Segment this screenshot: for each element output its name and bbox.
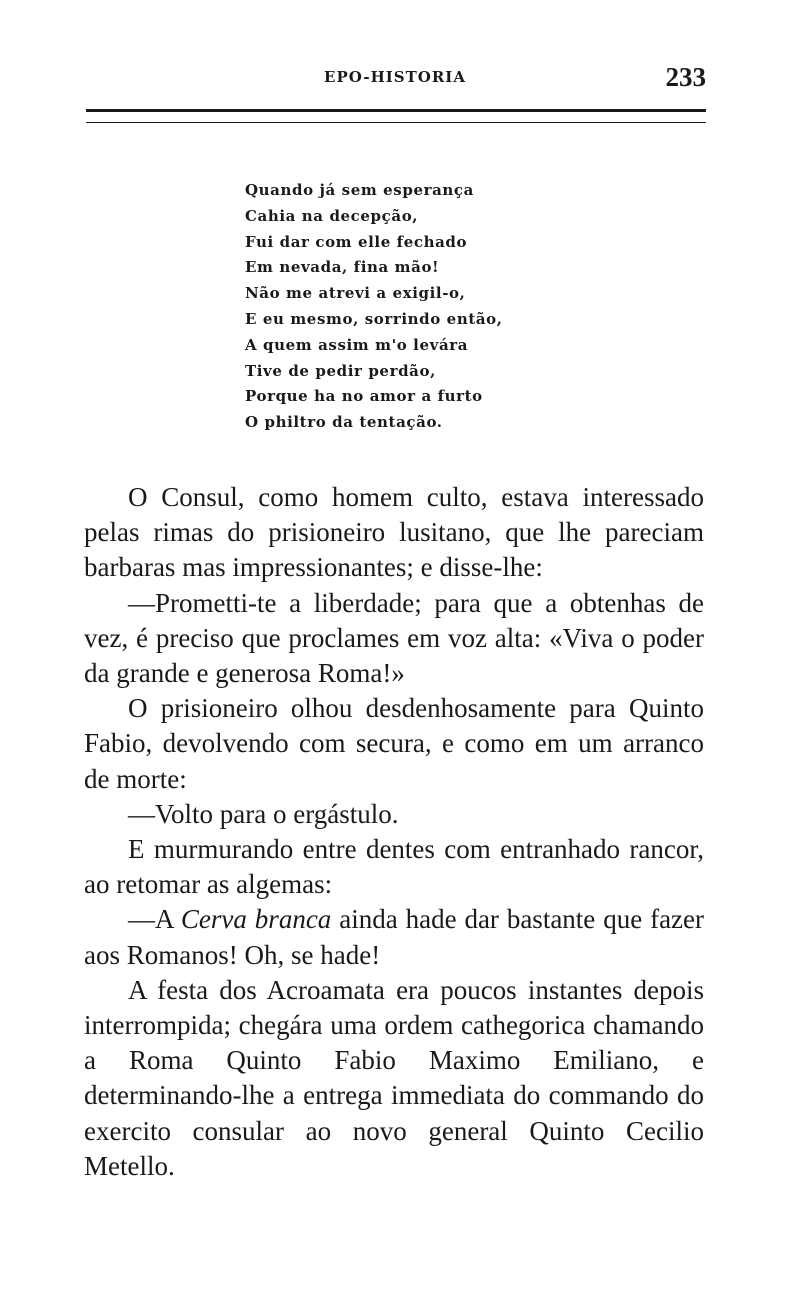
running-head: [84, 62, 706, 96]
poem-line: Fui dar com elle fechado: [245, 232, 468, 251]
paragraph-festa: A festa dos Acroamata era poucos instantes depois interrompida; chegára uma ordem cathegorica chamando a Roma Quinto Fabio Maximo Emiliano, e determinando-lhe a entrega immediata do commando do exercito consular ao novo general Quinto Cecilio Metello.: [84, 974, 704, 1181]
poem-line: Quando já sem esperança: [245, 181, 474, 199]
running-title: EPO-HISTORIA: [324, 68, 466, 86]
paragraph-cerva-branca: [84, 902, 704, 972]
poem-stanza: [245, 178, 665, 436]
poem-line: Não me atrevi a exigil-o,: [245, 284, 466, 303]
poem-line: Em nevada, fina mão!: [245, 258, 440, 277]
poem-line: Porque ha no amor a furto: [245, 387, 483, 406]
poem-line: A quem assim m'o levára: [245, 335, 469, 354]
body-text: [84, 480, 704, 1184]
paragraph-prisoner: O prisioneiro olhou desdenhosamente para Quinto Fabio, devolvendo com secura, e como em um arranco de morte:: [84, 693, 704, 794]
dialogue-dash: —A: [128, 904, 181, 935]
paragraph-murmur: E murmurando entre dentes com entranhado rancor, ao retomar as algemas:: [84, 834, 704, 900]
italic-title: Cerva branca: [180, 904, 332, 935]
paragraph-reply: —Volto para o ergástulo.: [128, 798, 399, 829]
poem-line: Cahia na decepção,: [245, 206, 419, 225]
paragraph-promise: —Prometti-te a liberdade; para que a obtenhas de vez, é preciso que proclames em voz alta: «Viva o poder da grande e generosa Roma!»: [84, 587, 704, 689]
page-number: 233: [665, 62, 706, 92]
poem-line: O philtro da tentação.: [245, 413, 443, 432]
paragraph-text: ainda hade dar bastante que fazer aos Romanos! Oh, se hade!: [84, 904, 705, 970]
header-rule-thick: [86, 109, 706, 112]
paragraph-consul: O Consul, como homem culto, estava interessado pelas rimas do prisioneiro lusitano, que lhe pareciam barbaras mas impressionantes; e disse-lhe:: [84, 482, 704, 583]
poem-line: Tive de pedir perdão,: [245, 361, 436, 380]
header-rule-thin: [86, 122, 706, 123]
poem-line: E eu mesmo, sorrindo então,: [245, 309, 503, 328]
